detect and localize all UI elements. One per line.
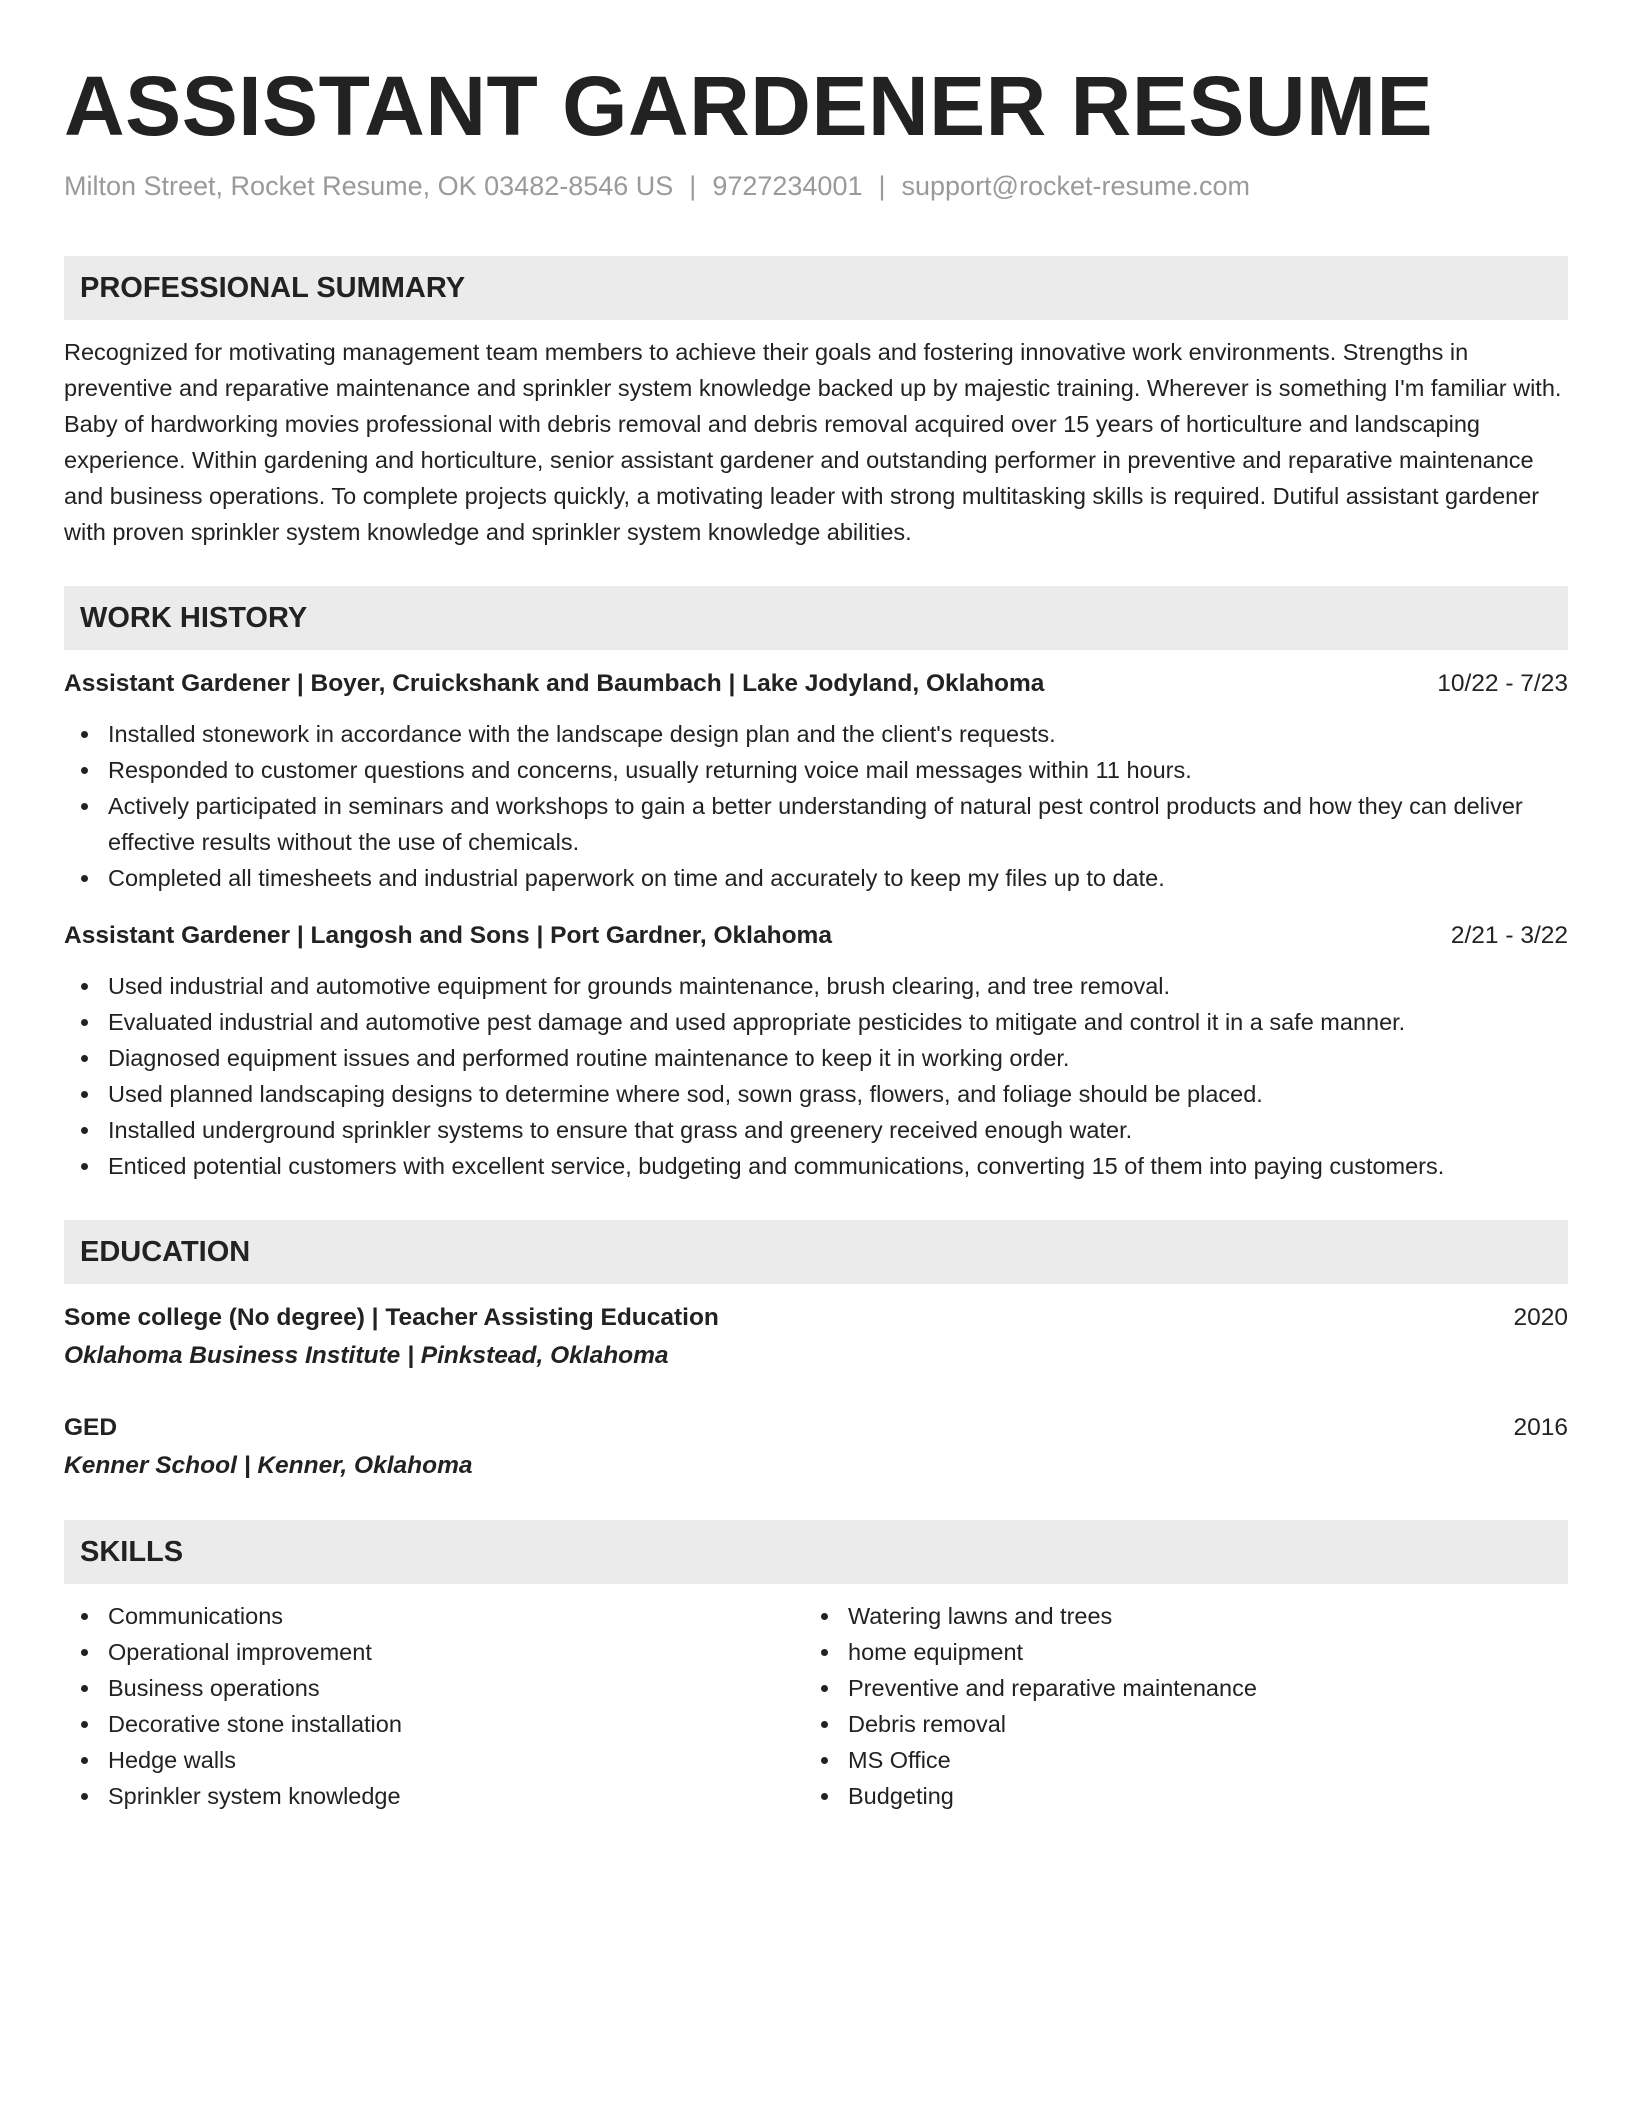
skills-columns <box>64 1598 1568 1814</box>
job-header <box>64 918 1568 954</box>
work-history-heading: WORK HISTORY <box>64 586 1568 650</box>
education-header <box>64 1300 1568 1336</box>
education-section <box>64 1220 1568 1484</box>
skill-item: MS Office <box>804 1742 1544 1778</box>
education-entry <box>64 1410 1568 1484</box>
education-entry <box>64 1300 1568 1374</box>
skills-heading: SKILLS <box>64 1520 1568 1584</box>
education-school: Kenner School | Kenner, Oklahoma <box>64 1452 473 1479</box>
work-history-section <box>64 586 1568 1184</box>
job-bullet: Installed underground sprinkler systems to ensure that grass and greenery received enough water. <box>64 1112 1568 1148</box>
contact-email: support@rocket-resume.com <box>901 171 1251 201</box>
education-school: Oklahoma Business Institute | Pinkstead, Oklahoma <box>64 1342 669 1369</box>
contact-address: Milton Street, Rocket Resume, OK 03482-8546 US <box>64 171 674 201</box>
job-title: Assistant Gardener | Langosh and Sons | Port Gardner, Oklahoma <box>64 922 832 949</box>
job-bullet: Responded to customer questions and concerns, usually returning voice mail messages within 11 hours. <box>64 752 1568 788</box>
contact-line <box>64 168 1568 204</box>
skills-list <box>804 1598 1544 1814</box>
skill-item: home equipment <box>804 1634 1544 1670</box>
contact-separator: | <box>689 171 697 201</box>
job-entry <box>64 918 1568 1184</box>
skill-item: Watering lawns and trees <box>804 1598 1544 1634</box>
job-dates: 2/21 - 3/22 <box>1450 922 1568 949</box>
contact-separator: | <box>878 171 886 201</box>
skills-column-right <box>804 1598 1544 1814</box>
skill-item: Operational improvement <box>64 1634 804 1670</box>
education-degree: Some college (No degree) | Teacher Assisting Education <box>64 1304 719 1331</box>
skill-item: Communications <box>64 1598 804 1634</box>
education-year: 2016 <box>1513 1414 1568 1441</box>
job-entry <box>64 666 1568 896</box>
summary-heading: PROFESSIONAL SUMMARY <box>64 256 1568 320</box>
job-bullet: Evaluated industrial and automotive pest damage and used appropriate pesticides to mitigate and control it in a safe manner. <box>64 1004 1568 1040</box>
education-header <box>64 1410 1568 1446</box>
education-heading: EDUCATION <box>64 1220 1568 1284</box>
job-bullet-list <box>64 716 1568 896</box>
job-header <box>64 666 1568 702</box>
skill-item: Business operations <box>64 1670 804 1706</box>
skill-item: Preventive and reparative maintenance <box>804 1670 1544 1706</box>
resume-title: ASSISTANT GARDENER RESUME <box>64 59 1434 153</box>
education-degree: GED <box>64 1414 118 1441</box>
job-dates: 10/22 - 7/23 <box>1437 670 1568 697</box>
job-bullet: Used industrial and automotive equipment for grounds maintenance, brush clearing, and tree removal. <box>64 968 1568 1004</box>
job-bullet-list <box>64 968 1568 1184</box>
job-bullet: Installed stonework in accordance with the landscape design plan and the client's requests. <box>64 716 1568 752</box>
job-bullet: Diagnosed equipment issues and performed routine maintenance to keep it in working order. <box>64 1040 1568 1076</box>
skills-list <box>64 1598 804 1814</box>
skills-column-left <box>64 1598 804 1814</box>
skill-item: Hedge walls <box>64 1742 804 1778</box>
job-bullet: Used planned landscaping designs to determine where sod, sown grass, flowers, and foliage should be placed. <box>64 1076 1568 1112</box>
job-bullet: Actively participated in seminars and workshops to gain a better understanding of natural pest control products and how they can deliver effective results without the use of chemicals. <box>64 788 1568 860</box>
job-bullet: Enticed potential customers with excellent service, budgeting and communications, converting 15 of them into paying customers. <box>64 1148 1568 1184</box>
summary-section <box>64 256 1568 550</box>
skill-item: Budgeting <box>804 1778 1544 1814</box>
summary-text: Recognized for motivating management team members to achieve their goals and fostering innovative work environments. Strengths in preventive and reparative maintenance and sprinkler system knowledge backed up by majestic training. Wherever is something I'm familiar with. Baby of hardworking movies professional with debris removal and debris removal acquired over 15 years of horticulture and landscaping experience. Within gardening and horticulture, senior assistant gardener and outstanding performer in preventive and reparative maintenance and business operations. To complete projects quickly, a motivating leader with strong multitasking skills is required. Dutiful assistant gardener with proven sprinkler system knowledge and sprinkler system knowledge abilities. <box>64 339 1562 545</box>
skills-section <box>64 1520 1568 1814</box>
job-title: Assistant Gardener | Boyer, Cruickshank and Baumbach | Lake Jodyland, Oklahoma <box>64 670 1045 697</box>
job-bullet: Completed all timesheets and industrial paperwork on time and accurately to keep my files up to date. <box>64 860 1568 896</box>
skill-item: Decorative stone installation <box>64 1706 804 1742</box>
skill-item: Debris removal <box>804 1706 1544 1742</box>
education-year: 2020 <box>1513 1304 1568 1331</box>
contact-phone: 9727234001 <box>712 171 863 201</box>
skill-item: Sprinkler system knowledge <box>64 1778 804 1814</box>
